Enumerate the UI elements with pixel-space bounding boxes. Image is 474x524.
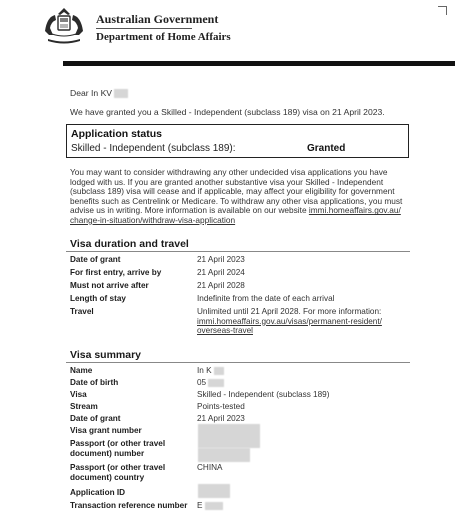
passport-country-label-line: Passport (or other travel (70, 463, 166, 472)
para-line: lodged with us. If you are granted another substantive visa your Skilled - Independent (70, 176, 384, 187)
label-transaction-reference: Transaction reference number (70, 501, 188, 510)
travel-link[interactable]: immi.homeaffairs.gov.au/visas/permanent-resident/ (197, 316, 382, 326)
label-travel: Travel (70, 307, 94, 316)
value-date-of-grant: 21 April 2023 (197, 255, 245, 264)
para-line (70, 216, 418, 226)
value-passport-country: CHINA (197, 463, 223, 472)
department-name: Department of Home Affairs (96, 31, 231, 43)
status-value: Granted (307, 143, 346, 154)
para-line: You may want to consider withdrawing any other undecided visa applications you have (70, 167, 388, 177)
label-length-of-stay: Length of stay (70, 294, 126, 303)
summary-section-title: Visa summary (70, 349, 142, 361)
coat-of-arms-logo (40, 5, 88, 47)
label-passport-country (70, 463, 165, 482)
redacted-visa-grant-number (198, 424, 260, 448)
label-date-of-birth: Date of birth (70, 378, 119, 387)
corner-mark (438, 6, 447, 15)
value-stream: Points-tested (197, 402, 245, 411)
value-transaction-reference (197, 501, 223, 511)
value-length-of-stay: Indefinite from the date of each arrival (197, 294, 335, 303)
label-visa: Visa (70, 390, 87, 399)
para-line-text: advise us in writing. More information is available on our website (70, 205, 307, 216)
application-status-box (66, 124, 409, 158)
government-masthead (96, 12, 231, 44)
label-name: Name (70, 366, 93, 375)
withdraw-link-continued[interactable]: change-in-situation/withdraw-visa-application (70, 214, 236, 225)
redacted-name (114, 89, 128, 98)
value-must-not-arrive: 21 April 2028 (197, 281, 245, 290)
para-line: benefits such as Centrelink or Medicare. To withdraw any other visa applications, you must (70, 195, 403, 206)
redacted-application-id (198, 484, 230, 498)
redacted-passport-number (198, 448, 250, 462)
dob-text: 05 (197, 378, 207, 387)
salutation-text: Dear In KV (70, 88, 113, 98)
label-first-entry: For first entry, arrive by (70, 268, 162, 277)
status-visa: Skilled - Independent (subclass 189): (71, 143, 236, 154)
name-text: In K (197, 366, 212, 375)
passport-number-label-line: document) number (70, 448, 145, 458)
redacted-date-of-birth (208, 379, 224, 387)
withdraw-paragraph (70, 168, 418, 226)
value-visa: Skilled - Independent (subclass 189) (197, 390, 330, 399)
transaction-ref-text: E (197, 501, 203, 510)
duration-section-title: Visa duration and travel (70, 238, 189, 250)
value-summary-date-of-grant: 21 April 2023 (197, 414, 245, 423)
section-divider (66, 251, 410, 252)
header-bar (63, 61, 455, 66)
salutation (70, 88, 128, 99)
withdraw-link[interactable]: immi.homeaffairs.gov.au/ (308, 205, 401, 216)
grant-intro: We have granted you a Skilled - Independent (subclass 189) visa on 21 April 2023. (70, 107, 385, 117)
section-divider (66, 362, 410, 363)
value-name (197, 366, 224, 376)
status-title: Application status (71, 128, 163, 140)
label-visa-grant-number: Visa grant number (70, 426, 142, 435)
masthead-divider (96, 28, 192, 29)
label-must-not-arrive: Must not arrive after (70, 281, 149, 290)
para-line: (subclass 189) visa will cease and if applicable, may affect your eligibility for government (70, 186, 395, 197)
label-application-id: Application ID (70, 488, 126, 497)
label-passport-number (70, 439, 165, 458)
redacted-transaction-reference (205, 502, 223, 510)
value-travel (197, 307, 382, 336)
value-first-entry: 21 April 2024 (197, 268, 245, 277)
passport-number-label-line: Passport (or other travel (70, 439, 166, 448)
passport-country-label-line: document) country (70, 472, 145, 482)
travel-link-continued[interactable]: overseas-travel (197, 326, 253, 335)
government-name: Australian Government (96, 12, 219, 26)
travel-text: Unlimited until 21 April 2028. For more information: (197, 307, 382, 316)
label-date-of-grant: Date of grant (70, 255, 121, 264)
label-summary-date-of-grant: Date of grant (70, 414, 121, 423)
redacted-name (214, 367, 224, 375)
label-stream: Stream (70, 402, 98, 411)
value-date-of-birth (197, 378, 224, 388)
